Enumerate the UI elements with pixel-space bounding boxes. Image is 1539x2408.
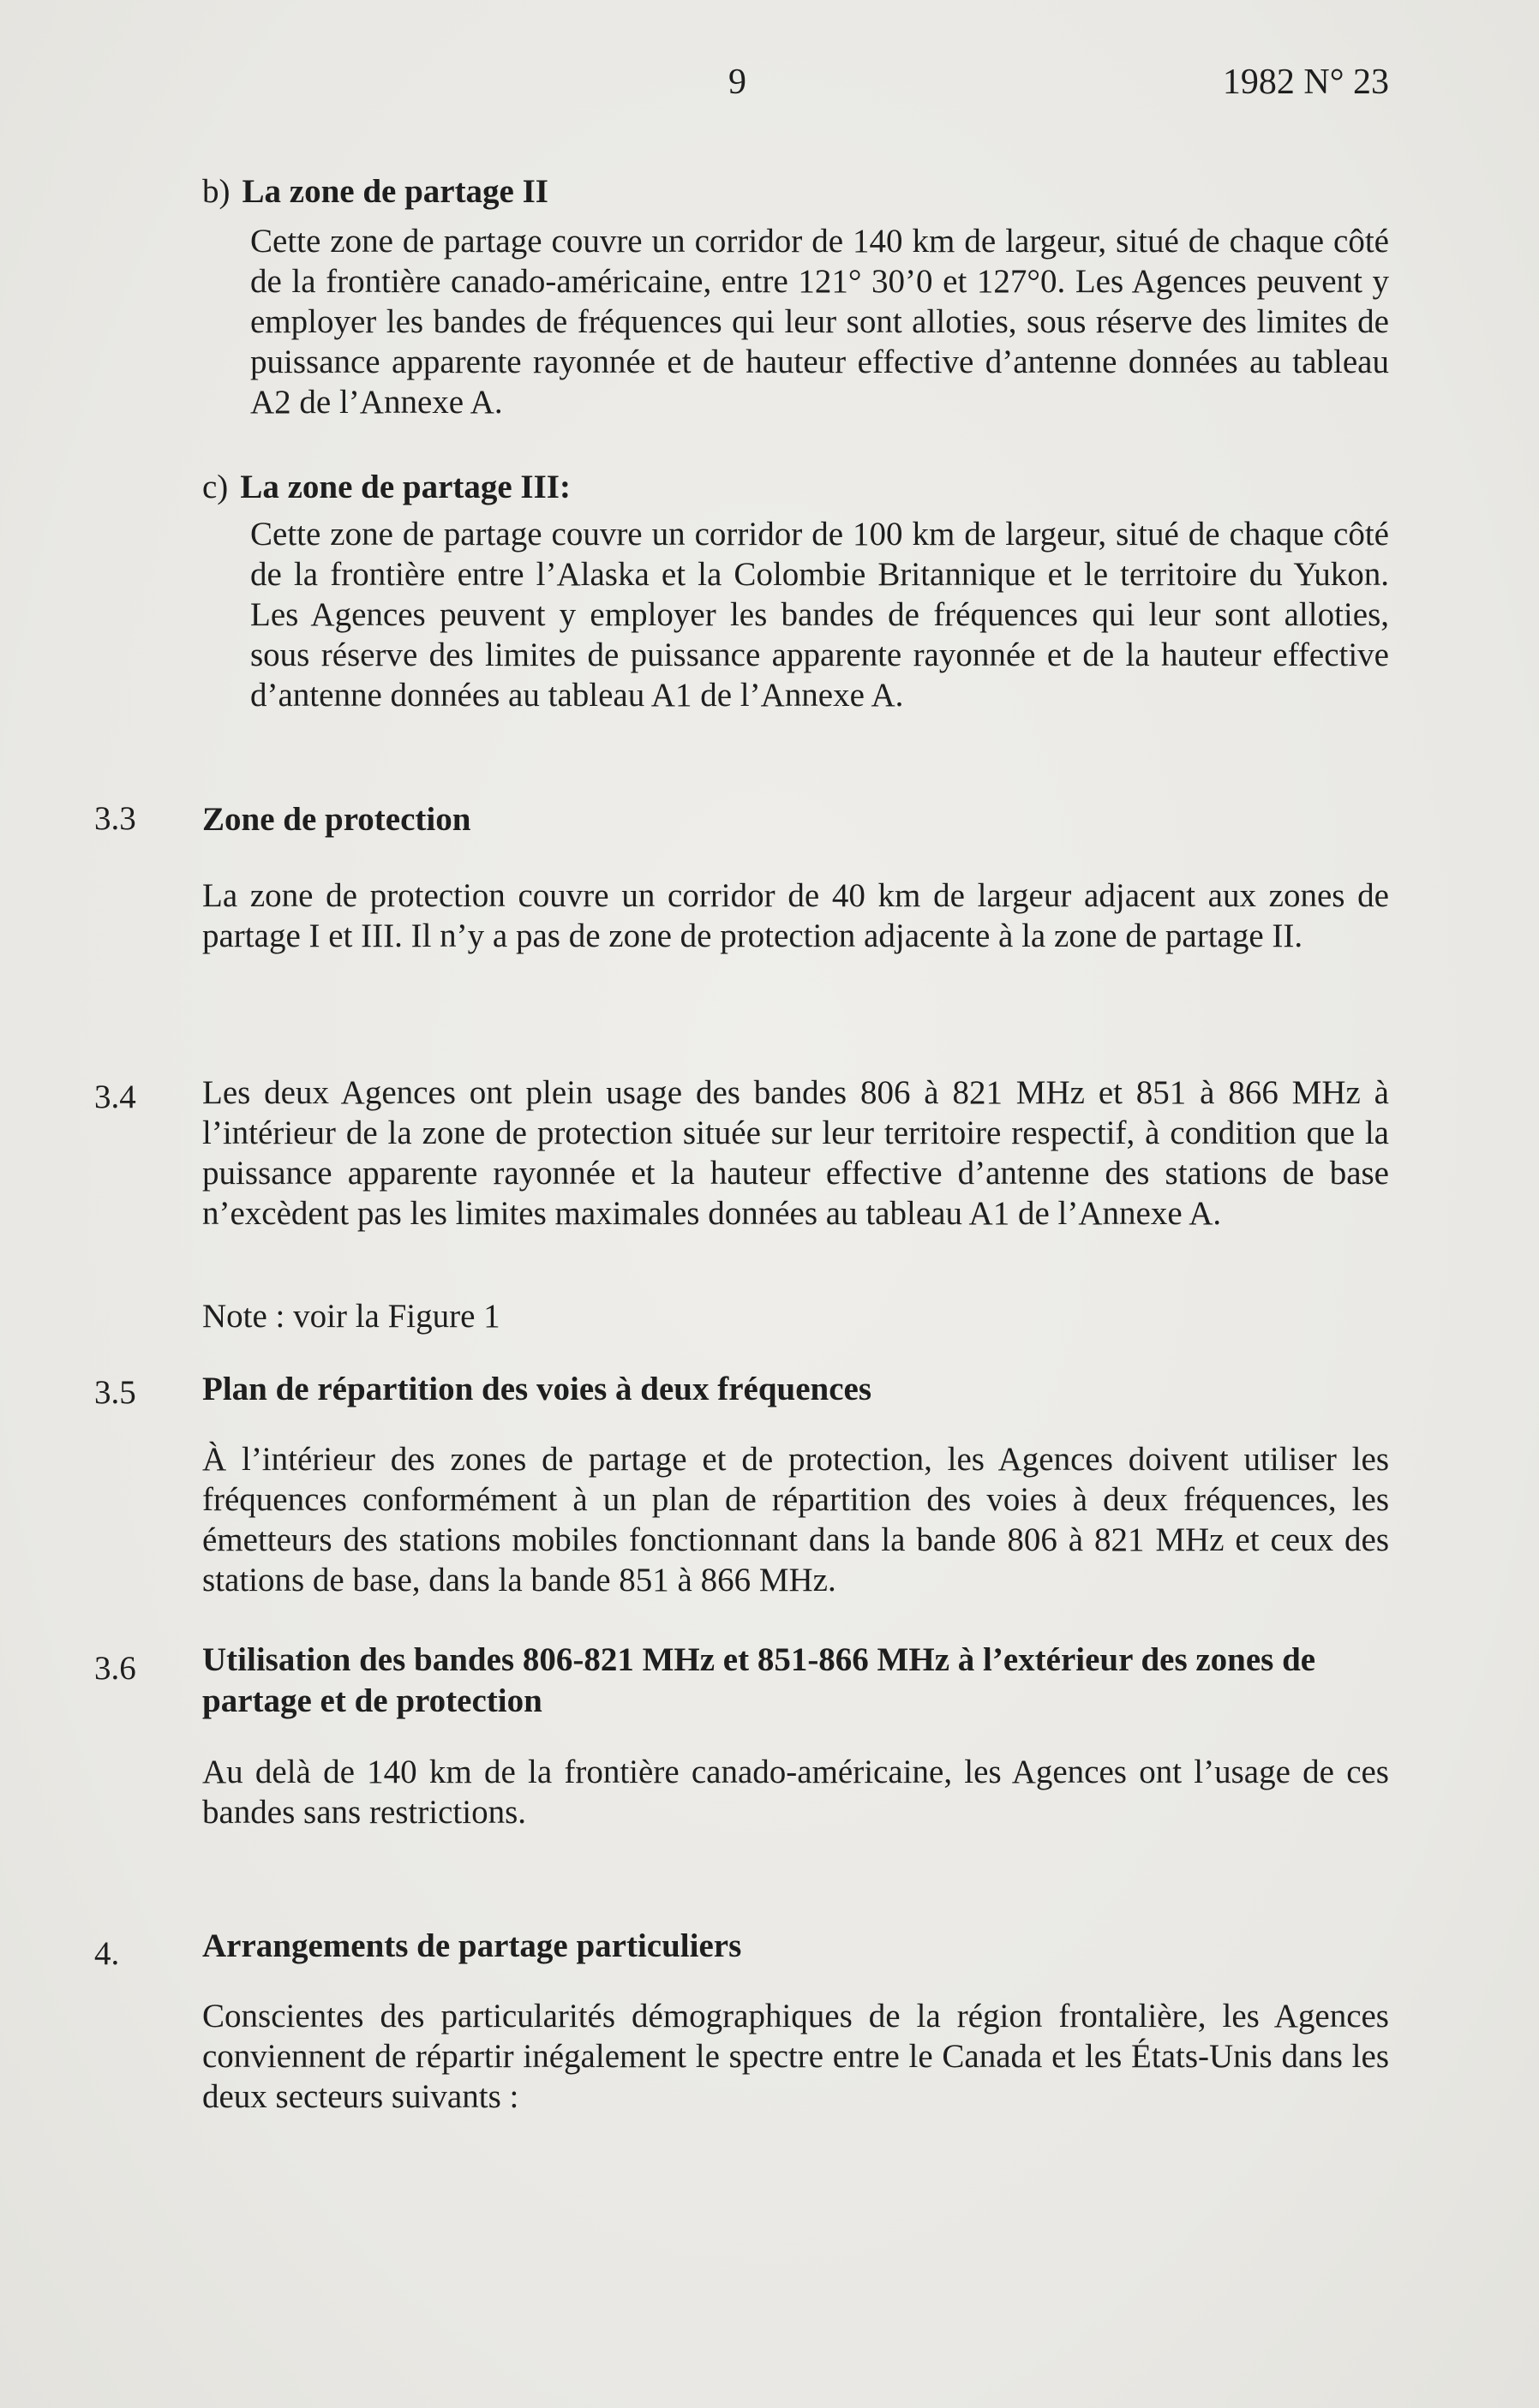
section-3-5-title: Plan de répartition des voies à deux fréquences [202, 1371, 872, 1407]
subsection-b-letter: b) [202, 173, 231, 210]
section-3-3-title: Zone de protection [202, 801, 471, 838]
subsection-b-text: Cette zone de partage couvre un corridor de 140 km de largeur, situé de chaque côté de la frontière canado-américaine, entre 121° 30’0 et 127°0. Les Agences peuvent y employer les bandes de fréquences qui leur sont alloties, sous réserve des limites de puissance apparente rayonnée et de hauteur effective d’antenne données au tableau A2 de l’Annexe A. [250, 223, 1389, 421]
section-3-4-note: Note : voir la Figure 1 [202, 1298, 500, 1335]
subsection-c-letter: c) [202, 469, 229, 505]
section-4-text: Conscientes des particularités démographiques de la région frontalière, les Agences conviennent de répartir inégalement le spectre entre le Canada et les États-Unis dans les deux secteurs suivants : [202, 1998, 1389, 2115]
section-3-5-number: 3.5 [94, 1374, 136, 1411]
section-4-number: 4. [94, 1935, 120, 1972]
subsection-b-title: La zone de partage II [242, 173, 548, 210]
subsection-c-text: Cette zone de partage couvre un corridor de 100 km de largeur, situé de chaque côté de la frontière entre l’Alaska et la Colombie Britannique et le territoire du Yukon. Les Agences peuvent y employer les bandes de fréquences qui leur sont alloties, sous réserve des limites de puissance apparente rayonnée et de la hauteur effective d’antenne données au tableau A1 de l’Annexe A. [250, 516, 1389, 714]
section-3-4-number: 3.4 [94, 1079, 136, 1115]
subsection-c-heading [202, 467, 571, 508]
section-3-4-text: Les deux Agences ont plein usage des bandes 806 à 821 MHz et 851 à 866 MHz à l’intérieur de la zone de protection située sur leur territoire respectif, à condition que la puissance apparente rayonnée et la hauteur effective d’antenne des stations de base n’excèdent pas les limites maximales données au tableau A1 de l’Annexe A. [202, 1074, 1389, 1232]
section-3-6-number: 3.6 [94, 1650, 136, 1687]
section-3-6-text: Au delà de 140 km de la frontière canado-américaine, les Agences ont l’usage de ces bandes sans restrictions. [202, 1754, 1389, 1831]
section-3-3-number: 3.3 [94, 800, 136, 837]
subsection-b-heading [202, 171, 548, 212]
section-3-6-title: Utilisation des bandes 806-821 MHz et 851-866 MHz à l’extérieur des zones de partage et de protection [202, 1641, 1316, 1719]
subsection-c-title: La zone de partage III: [240, 469, 571, 505]
section-4-title: Arrangements de partage particuliers [202, 1927, 742, 1964]
year-issue: 1982 N° 23 [1222, 63, 1389, 102]
page-number: 9 [728, 63, 746, 102]
section-3-5-text: À l’intérieur des zones de partage et de protection, les Agences doivent utiliser les fréquences conformément à un plan de répartition des voies à deux fréquences, les émetteurs des stations mobiles fonctionnant dans la bande 806 à 821 MHz et ceux des stations de base, dans la bande 851 à 866 MHz. [202, 1441, 1389, 1598]
section-3-3-text: La zone de protection couvre un corridor de 40 km de largeur adjacent aux zones de partage I et III. Il n’y a pas de zone de protection adjacente à la zone de partage II. [202, 877, 1389, 954]
